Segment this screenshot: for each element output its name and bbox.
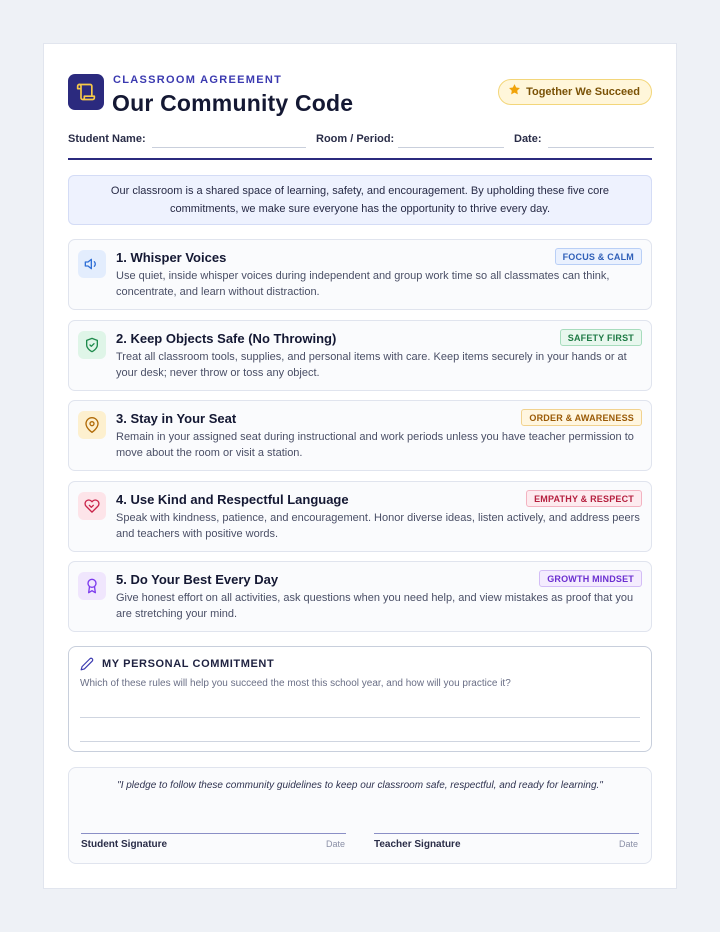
room-period-field[interactable] xyxy=(398,147,504,148)
student-date-label: Date xyxy=(326,839,346,849)
rule-card xyxy=(68,320,652,391)
star-icon xyxy=(508,83,521,101)
rule-tag: ORDER & AWARENESS xyxy=(521,409,642,426)
rule-description: Give honest effort on all activities, ask questions when you need help, and view mistakes as proof that you are stretching your mind. xyxy=(116,592,634,620)
personal-commitment-box xyxy=(68,646,652,752)
student-signature-line[interactable] xyxy=(81,833,346,834)
rule-card xyxy=(68,481,652,552)
rule-title: 3. Stay in Your Seat xyxy=(116,411,237,426)
commitment-answer-line[interactable] xyxy=(80,717,640,718)
location-pin-icon xyxy=(78,411,106,439)
rule-card xyxy=(68,400,652,471)
commitment-answer-line[interactable] xyxy=(80,741,640,742)
student-name-field[interactable] xyxy=(152,147,306,148)
scroll-icon xyxy=(68,74,104,110)
commitment-title: MY PERSONAL COMMITMENT xyxy=(102,658,275,670)
intro-text: Our classroom is a shared space of learning, safety, and encouragement. By upholding these five core commitments, we make sure everyone has the opportunity to thrive every day. xyxy=(110,185,610,215)
rule-description: Remain in your assigned seat during instructional and work periods unless you have teacher permission to move about the room or visit a station. xyxy=(116,431,634,459)
signature-box xyxy=(68,767,652,864)
heart-icon xyxy=(78,492,106,520)
student-info-fields xyxy=(68,132,652,152)
rule-title: 2. Keep Objects Safe (No Throwing) xyxy=(116,331,337,346)
rule-title: 5. Do Your Best Every Day xyxy=(116,572,279,587)
intro-box xyxy=(68,175,652,225)
date-field[interactable] xyxy=(548,147,654,148)
student-name-label: Student Name: xyxy=(68,133,146,145)
room-period-label: Room / Period: xyxy=(316,133,395,145)
rule-title: 1. Whisper Voices xyxy=(116,250,227,265)
motto-badge xyxy=(498,79,652,105)
teacher-date-label: Date xyxy=(619,839,639,849)
page-title: Our Community Code xyxy=(112,90,354,116)
pencil-icon xyxy=(80,657,94,676)
shield-check-icon xyxy=(78,331,106,359)
rule-title: 4. Use Kind and Respectful Language xyxy=(116,492,349,507)
rule-description: Speak with kindness, patience, and encouragement. Honor diverse ideas, listen actively, and address peers and teachers with positive words. xyxy=(116,512,640,540)
speaker-icon xyxy=(78,250,106,278)
eyebrow-label: CLASSROOM AGREEMENT xyxy=(113,74,283,86)
rule-tag: EMPATHY & RESPECT xyxy=(526,490,642,507)
date-label: Date: xyxy=(514,133,542,145)
rule-tag: FOCUS & CALM xyxy=(555,248,642,265)
rule-description: Use quiet, inside whisper voices during independent and group work time so all classmates can think, concentrate, and learn without distraction. xyxy=(116,270,610,298)
award-icon xyxy=(78,572,106,600)
rule-description: Treat all classroom tools, supplies, and personal items with care. Keep items securely in your hands or at your desk; never throw or toss any object. xyxy=(116,351,627,379)
motto-badge-label: Together We Succeed xyxy=(526,86,640,98)
rule-tag: GROWTH MINDSET xyxy=(539,570,642,587)
teacher-signature-label: Teacher Signature xyxy=(374,839,461,850)
agreement-page xyxy=(43,43,677,889)
student-signature-label: Student Signature xyxy=(81,839,168,850)
rule-card xyxy=(68,561,652,632)
rule-card xyxy=(68,239,652,310)
header-divider xyxy=(68,158,652,160)
rule-tag: SAFETY FIRST xyxy=(560,329,642,346)
commitment-prompt: Which of these rules will help you succeed the most this school year, and how will you practice it? xyxy=(80,678,511,689)
teacher-signature-line[interactable] xyxy=(374,833,639,834)
pledge-text: "I pledge to follow these community guidelines to keep our classroom safe, respectful, and ready for learning." xyxy=(117,780,603,791)
page-header xyxy=(68,74,652,114)
